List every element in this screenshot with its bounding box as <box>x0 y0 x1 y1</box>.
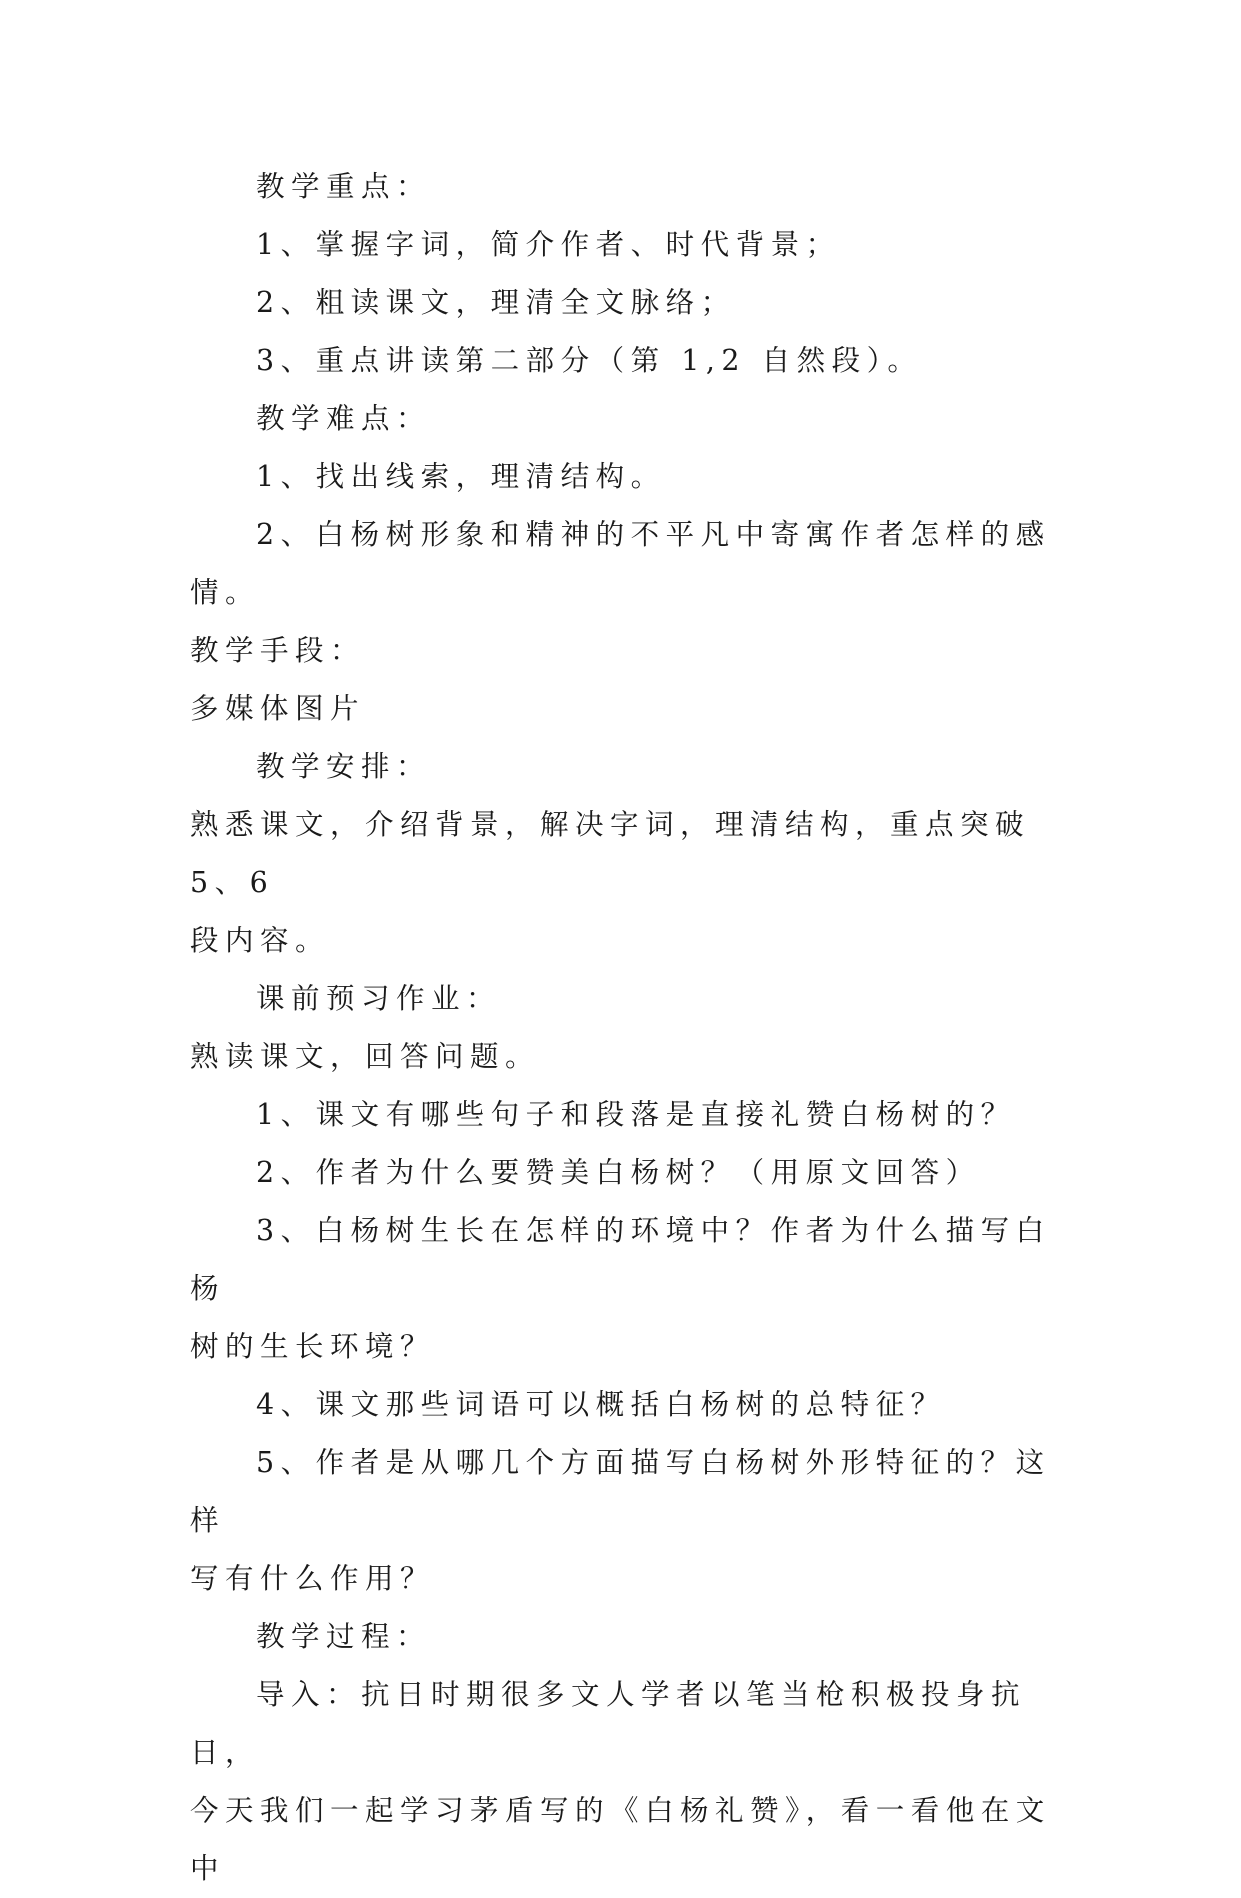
question-item-continued: 写有什么作用？ <box>190 1562 436 1595</box>
question-item: 3、白杨树生长在怎样的环境中？作者为什么描写白杨 <box>190 1214 1051 1305</box>
list-item: 3、重点讲读第二部分（第 1,2 自然段）。 <box>256 344 923 377</box>
list-item: 1、掌握字词，简介作者、时代背景； <box>256 228 841 261</box>
body-text: 熟悉课文，介绍背景，解决字词，理清结构，重点突破 5、6 <box>190 808 1046 899</box>
question-item: 2、作者为什么要赞美白杨树？（用原文回答） <box>256 1156 981 1189</box>
body-text: 导入：抗日时期很多文人学者以笔当枪积极投身抗日， <box>190 1678 1027 1769</box>
question-item: 1、课文有哪些句子和段落是直接礼赞白杨树的？ <box>256 1098 1016 1131</box>
document-body <box>190 158 1070 1898</box>
heading-teaching-focus: 教学重点： <box>256 170 432 203</box>
list-item: 1、找出线索，理清结构。 <box>256 460 666 493</box>
heading-teaching-means: 教学手段： <box>190 634 366 667</box>
heading-teaching-process: 教学过程： <box>256 1620 432 1653</box>
heading-teaching-difficulty: 教学难点： <box>256 402 432 435</box>
question-item: 5、作者是从哪几个方面描写白杨树外形特征的？这样 <box>190 1446 1051 1537</box>
body-text: 多媒体图片 <box>190 692 366 725</box>
list-item: 2、粗读课文，理清全文脉络； <box>256 286 736 319</box>
question-item: 4、课文那些词语可以概括白杨树的总特征？ <box>256 1388 946 1421</box>
heading-teaching-arrangement: 教学安排： <box>256 750 432 783</box>
body-text-continued: 段内容。 <box>190 924 331 957</box>
heading-preview-homework: 课前预习作业： <box>256 982 502 1015</box>
list-item: 2、白杨树形象和精神的不平凡中寄寓作者怎样的感情。 <box>190 518 1051 609</box>
body-text: 熟读课文，回答问题。 <box>190 1040 541 1073</box>
question-item-continued: 树的生长环境？ <box>190 1330 436 1363</box>
body-text-continued: 今天我们一起学习茅盾写的《白杨礼赞》，看一看他在文中 <box>190 1794 1051 1885</box>
